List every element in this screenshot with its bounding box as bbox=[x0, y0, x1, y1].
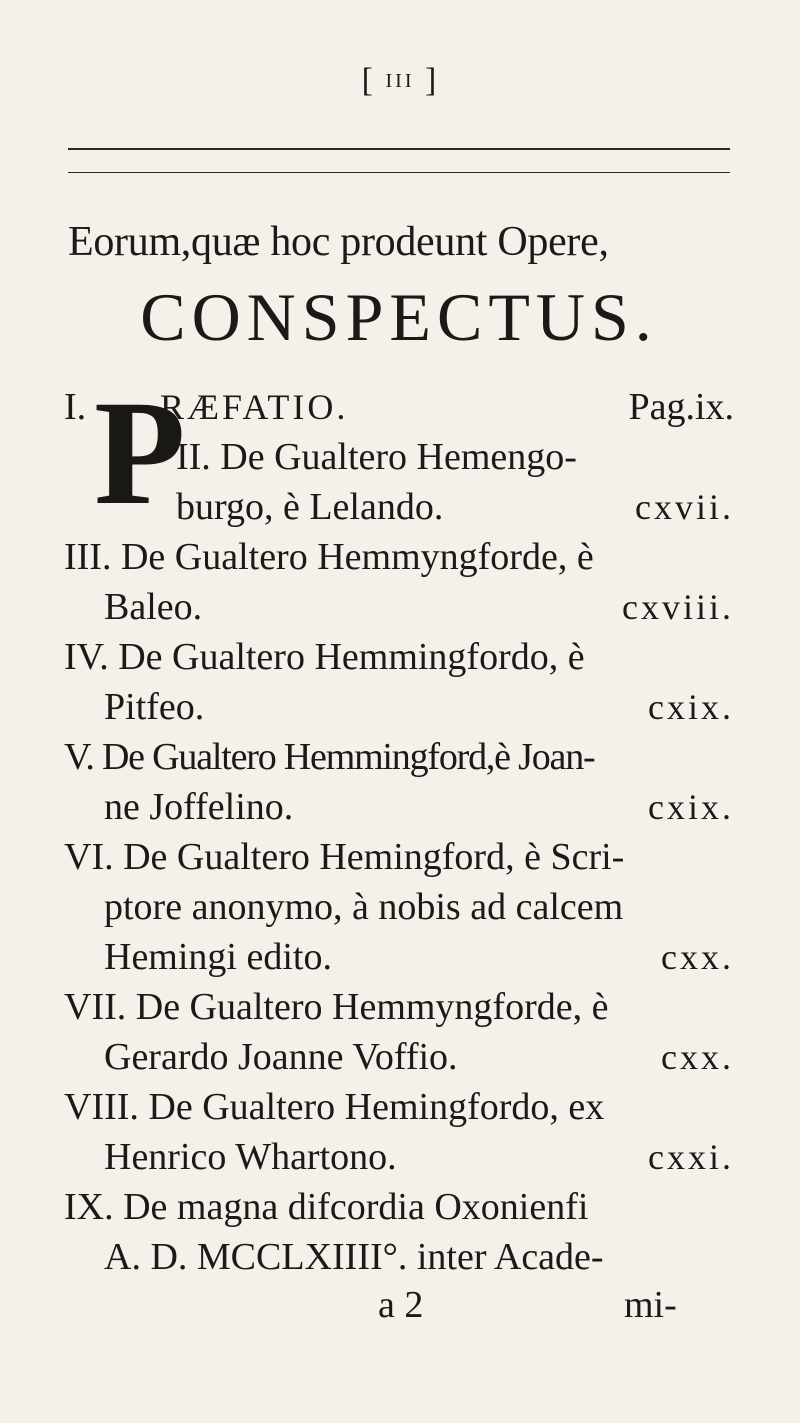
entry-line bbox=[104, 782, 734, 832]
entry-line bbox=[64, 982, 734, 1032]
entry-line bbox=[104, 1132, 734, 1182]
entry-text: Hemingi edito. bbox=[104, 936, 332, 978]
entry-page: cxx. bbox=[661, 937, 734, 977]
entry-line bbox=[104, 1232, 734, 1282]
entry-text: Gerardo Joanne Voffio. bbox=[104, 1036, 458, 1078]
catchword-text: mi- bbox=[624, 1284, 677, 1326]
entry-line bbox=[64, 832, 734, 882]
entry-text: VIII. De Gualtero Hemingfordo, ex bbox=[64, 1086, 605, 1128]
entry-page: cxxi. bbox=[648, 1137, 734, 1177]
entry-text: IX. De magna difcordia Oxonienfi bbox=[64, 1186, 589, 1228]
entry-line bbox=[104, 932, 734, 982]
entry-line bbox=[176, 432, 734, 482]
entry-page: cxviii. bbox=[622, 587, 734, 627]
entry-text: Henrico Whartono. bbox=[104, 1136, 397, 1178]
entry-text: III. De Gualtero Hemmyngforde, è bbox=[64, 536, 594, 578]
signature-text: a 2 bbox=[378, 1284, 424, 1326]
entry-text: V. De Gualtero Hemmingford,è Joan- bbox=[64, 736, 595, 778]
top-rule-thick bbox=[68, 148, 730, 150]
entry-text: VII. De Gualtero Hemmyngforde, è bbox=[64, 986, 609, 1028]
entry-line bbox=[176, 482, 734, 532]
title: CONSPECTUS. bbox=[140, 279, 658, 355]
heading: Eorum,quæ hoc prodeunt Opere, bbox=[68, 219, 609, 265]
drop-initial-letter: P bbox=[94, 370, 186, 536]
bracket-open: [ bbox=[361, 62, 375, 99]
catchword bbox=[624, 1280, 734, 1330]
entry-line bbox=[64, 532, 734, 582]
entry-line bbox=[104, 682, 734, 732]
entry-page: cxx. bbox=[661, 1037, 734, 1077]
entry-line bbox=[104, 882, 734, 932]
entry-line bbox=[64, 732, 734, 782]
entry-line bbox=[160, 382, 734, 432]
entry-page: cxvii. bbox=[635, 487, 734, 527]
entry-line bbox=[104, 1032, 734, 1082]
entry-text: burgo, è Lelando. bbox=[176, 486, 444, 528]
entry-text: VI. De Gualtero Hemingford, è Scri- bbox=[64, 836, 625, 878]
entry-text: ptore anonymo, à nobis ad calcem bbox=[104, 886, 624, 928]
entry-line bbox=[64, 632, 734, 682]
entry-text: II. De Gualtero Hemengo- bbox=[176, 436, 577, 478]
entry-text: RÆFATIO. bbox=[160, 387, 349, 427]
entry-text: IV. De Gualtero Hemmingfordo, è bbox=[64, 636, 585, 678]
entry-text: Pitfeo. bbox=[104, 686, 205, 728]
entry-text: A. D. MCCLXIIII°. inter Acade- bbox=[104, 1236, 604, 1278]
entry-page: Pag.ix. bbox=[628, 386, 734, 428]
page-number bbox=[0, 62, 800, 100]
entry-line bbox=[64, 1182, 734, 1232]
signature-mark bbox=[378, 1280, 458, 1330]
top-rule-thin bbox=[68, 172, 730, 173]
page-number-roman: III bbox=[385, 70, 415, 92]
entry-line bbox=[104, 582, 734, 632]
entry-line bbox=[64, 382, 104, 432]
entry-page: cxix. bbox=[648, 787, 734, 827]
entry-page: cxix. bbox=[648, 687, 734, 727]
entry-line bbox=[64, 1082, 734, 1132]
entry-text: ne Joffelino. bbox=[104, 786, 294, 828]
entry-text: Baleo. bbox=[104, 586, 203, 628]
bracket-close: ] bbox=[424, 62, 439, 99]
entry-text: I. bbox=[64, 386, 87, 428]
